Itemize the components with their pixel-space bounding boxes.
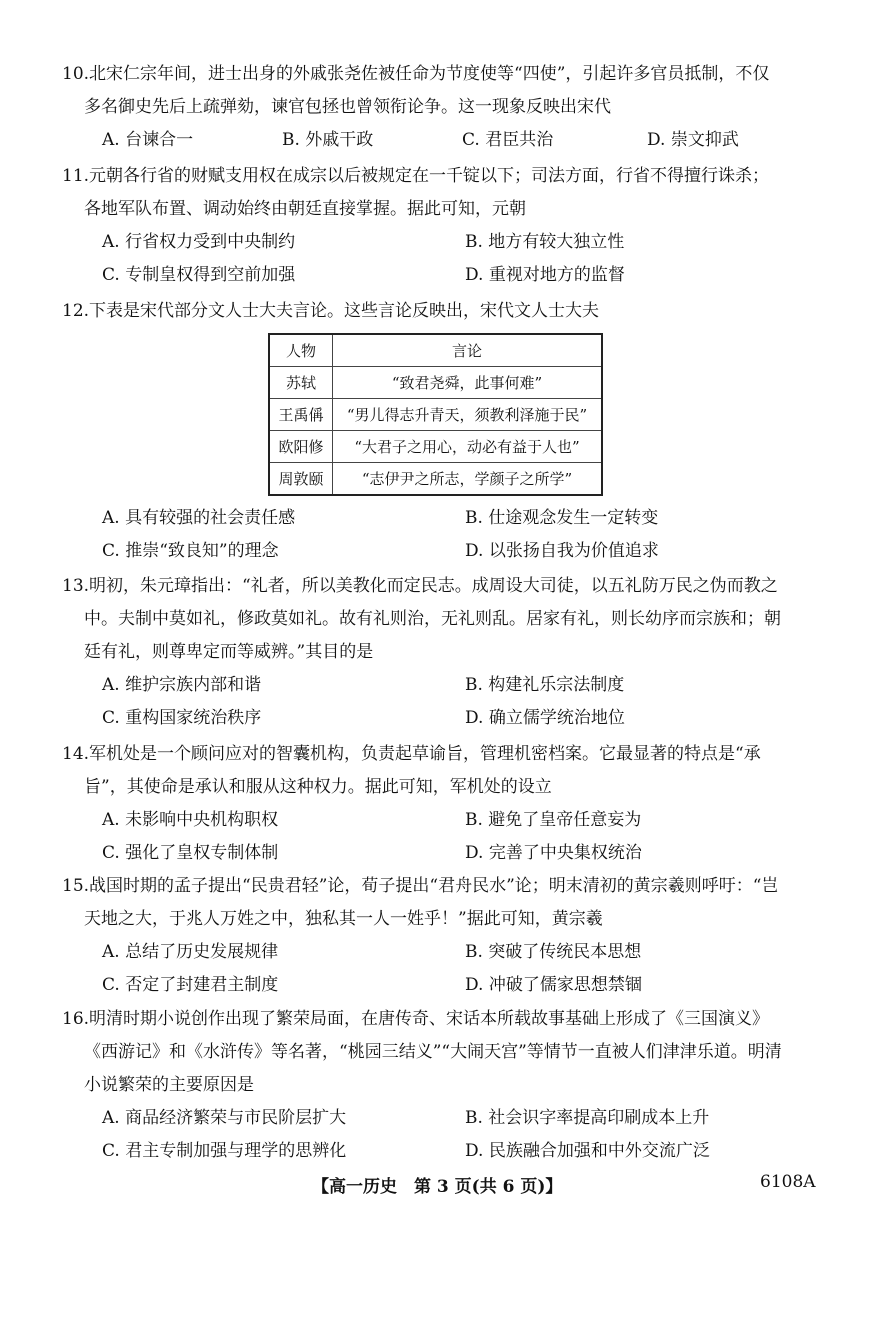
option-c: C. 君臣共治 bbox=[462, 130, 554, 150]
quote-cell: “志伊尹之所志，学颜子之所学” bbox=[333, 463, 603, 496]
question-12 bbox=[62, 295, 822, 328]
person-cell: 苏轼 bbox=[269, 367, 333, 399]
option-a: A. 具有较强的社会责任感 bbox=[102, 508, 296, 528]
option-c: C. 推崇“致良知”的理念 bbox=[102, 541, 279, 561]
option-d: D. 重视对地方的监督 bbox=[465, 265, 625, 285]
option-a: A. 维护宗族内部和谐 bbox=[102, 675, 262, 695]
quote-cell: “大君子之用心，动必有益于人也” bbox=[333, 431, 603, 463]
quote-cell: “男儿得志升青天，须教利泽施于民” bbox=[333, 399, 603, 431]
question-stem bbox=[62, 295, 822, 328]
stem-line: 多名御史先后上疏弹劾，谏官包拯也曾领衔论争。这一现象反映出宋代 bbox=[84, 97, 611, 117]
option-d: D. 完善了中央集权统治 bbox=[465, 843, 642, 863]
stem-line: 《西游记》和《水浒传》等名著，“桃园三结义”“大闹天宫”等情节一直被人们津津乐道。明清 bbox=[84, 1042, 782, 1062]
option-d: D. 民族融合加强和中外交流广泛 bbox=[465, 1141, 710, 1161]
stem-line: 12.下表是宋代部分文人士大夫言论。这些言论反映出，宋代文人士大夫 bbox=[62, 301, 600, 321]
option-d: D. 以张扬自我为价值追求 bbox=[465, 541, 659, 561]
stem-line: 各地军队布置、调动始终由朝廷直接掌握。据此可知，元朝 bbox=[84, 199, 526, 219]
option-b: B. 构建礼乐宗法制度 bbox=[465, 675, 625, 695]
question-stem bbox=[62, 58, 822, 124]
question-11 bbox=[62, 160, 822, 292]
stem-line: 小说繁荣的主要原因是 bbox=[84, 1075, 254, 1095]
stem-line: 廷有礼，则尊卑定而等威辨。”其目的是 bbox=[84, 642, 374, 662]
option-b: B. 外戚干政 bbox=[282, 130, 374, 150]
person-cell: 周敦颐 bbox=[269, 463, 333, 496]
options bbox=[102, 1102, 822, 1168]
question-15 bbox=[62, 870, 822, 1002]
option-b: B. 地方有较大独立性 bbox=[465, 232, 625, 252]
question-13 bbox=[62, 570, 822, 735]
column-header: 言论 bbox=[333, 334, 603, 367]
question-12-options bbox=[62, 502, 822, 568]
options bbox=[102, 124, 822, 157]
table-header-row bbox=[269, 334, 602, 367]
options bbox=[102, 226, 822, 292]
stem-line: 16.明清时期小说创作出现了繁荣局面，在唐传奇、宋话本所载故事基础上形成了《三国演义》 bbox=[62, 1009, 770, 1029]
stem-line: 13.明初，朱元璋指出：“礼者，所以美教化而定民志。成周设大司徒，以五礼防万民之伪而教之 bbox=[62, 576, 778, 596]
table-row bbox=[269, 367, 602, 399]
question-stem bbox=[62, 160, 822, 226]
option-b: B. 仕途观念发生一定转变 bbox=[465, 508, 659, 528]
footer-exam-code: 6108A bbox=[760, 1172, 816, 1192]
option-b: B. 突破了传统民本思想 bbox=[465, 942, 642, 962]
person-cell: 欧阳修 bbox=[269, 431, 333, 463]
table-row bbox=[269, 463, 602, 496]
option-c: C. 专制皇权得到空前加强 bbox=[102, 265, 296, 285]
options bbox=[102, 669, 822, 735]
question-stem bbox=[62, 870, 822, 936]
options bbox=[102, 804, 822, 870]
quote-table bbox=[268, 333, 603, 496]
quote-cell: “致君尧舜，此事何难” bbox=[333, 367, 603, 399]
column-header: 人物 bbox=[269, 334, 333, 367]
stem-line: 14.军机处是一个顾问应对的智囊机构，负责起草谕旨，管理机密档案。它最显著的特点是“承 bbox=[62, 744, 761, 764]
option-a: A. 总结了历史发展规律 bbox=[102, 942, 279, 962]
question-stem bbox=[62, 738, 822, 804]
question-stem bbox=[62, 1003, 822, 1102]
stem-line: 11.元朝各行省的财赋支用权在成宗以后被规定在一千锭以下；司法方面，行省不得擅行诛杀； bbox=[62, 166, 770, 186]
option-c: C. 否定了封建君主制度 bbox=[102, 975, 279, 995]
stem-line: 中。夫制中莫如礼，修政莫如礼。故有礼则治，无礼则乱。居家有礼，则长幼序而宗族和；朝 bbox=[84, 609, 781, 629]
options bbox=[102, 502, 822, 568]
option-c: C. 君主专制加强与理学的思辨化 bbox=[102, 1141, 347, 1161]
table-row bbox=[269, 431, 602, 463]
question-10 bbox=[62, 58, 822, 157]
option-d: D. 冲破了儒家思想禁锢 bbox=[465, 975, 642, 995]
option-b: B. 社会识字率提高印刷成本上升 bbox=[465, 1108, 710, 1128]
table-row bbox=[269, 399, 602, 431]
option-a: A. 台谏合一 bbox=[102, 130, 194, 150]
stem-line: 旨”，其使命是承认和服从这种权力。据此可知，军机处的设立 bbox=[84, 777, 552, 797]
stem-line: 10.北宋仁宗年间，进士出身的外戚张尧佐被任命为节度使等“四使”，引起许多官员抵制，不仅 bbox=[62, 64, 770, 84]
stem-line: 天地之大，于兆人万姓之中，独私其一人一姓乎！”据此可知，黄宗羲 bbox=[84, 909, 603, 929]
option-a: A. 行省权力受到中央制约 bbox=[102, 232, 296, 252]
option-b: B. 避免了皇帝任意妄为 bbox=[465, 810, 642, 830]
option-a: A. 未影响中央机构职权 bbox=[102, 810, 279, 830]
option-a: A. 商品经济繁荣与市民阶层扩大 bbox=[102, 1108, 347, 1128]
question-14 bbox=[62, 738, 822, 870]
option-d: D. 崇文抑武 bbox=[647, 130, 739, 150]
option-c: C. 重构国家统治秩序 bbox=[102, 708, 262, 728]
person-cell: 王禹偁 bbox=[269, 399, 333, 431]
options bbox=[102, 936, 822, 1002]
question-stem bbox=[62, 570, 822, 669]
footer-page-info: 【高一历史 第 3 页(共 6 页)】 bbox=[312, 1177, 563, 1197]
option-c: C. 强化了皇权专制体制 bbox=[102, 843, 279, 863]
question-16 bbox=[62, 1003, 822, 1168]
option-d: D. 确立儒学统治地位 bbox=[465, 708, 625, 728]
stem-line: 15.战国时期的孟子提出“民贵君轻”论，荀子提出“君舟民水”论；明末清初的黄宗羲则呼吁：“岂 bbox=[62, 876, 779, 896]
